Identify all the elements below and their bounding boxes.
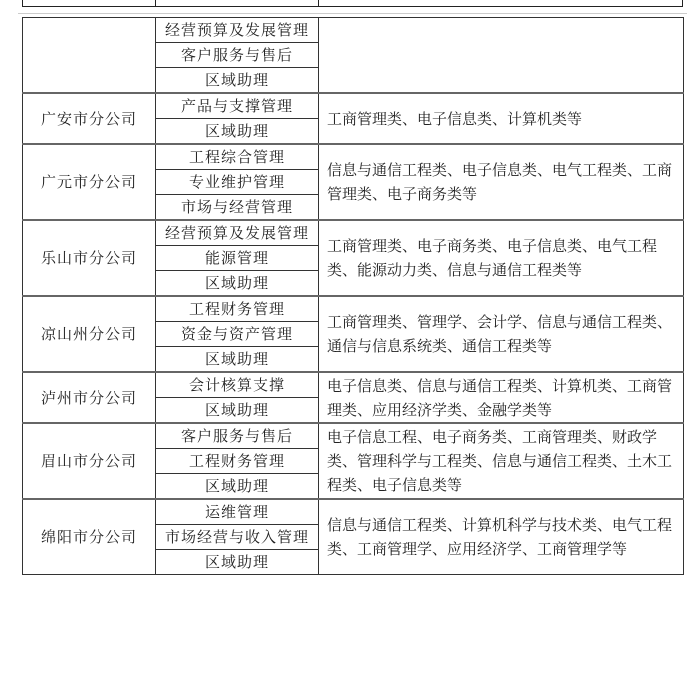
table-row xyxy=(23,372,684,398)
position-cell: 区域助理 xyxy=(156,398,319,424)
position-cell: 市场与经营管理 xyxy=(156,195,319,221)
position-cell: 工程财务管理 xyxy=(156,449,319,474)
position-cell: 工程综合管理 xyxy=(156,144,319,170)
table-row xyxy=(23,220,684,246)
table-row xyxy=(23,499,684,525)
position-cell: 产品与支撑管理 xyxy=(156,93,319,119)
table-row xyxy=(23,144,684,170)
position-cell: 专业维护管理 xyxy=(156,170,319,195)
position-cell: 市场经营与收入管理 xyxy=(156,525,319,550)
previous-table-fragment xyxy=(22,0,683,7)
branch-name-cell: 眉山市分公司 xyxy=(23,423,156,499)
table-row xyxy=(23,296,684,322)
branch-name-cell: 乐山市分公司 xyxy=(23,220,156,296)
position-cell: 工程财务管理 xyxy=(156,296,319,322)
majors-cell: 工商管理类、管理学、会计学、信息与通信工程类、通信与信息系统类、通信工程类等 xyxy=(319,296,684,372)
table-row xyxy=(23,18,684,43)
position-cell: 区域助理 xyxy=(156,271,319,297)
majors-cell: 工商管理类、电子商务类、电子信息类、电气工程类、能源动力类、信息与通信工程类等 xyxy=(319,220,684,296)
branch-name-cell: 凉山州分公司 xyxy=(23,296,156,372)
position-cell: 经营预算及发展管理 xyxy=(156,18,319,43)
position-cell: 区域助理 xyxy=(156,550,319,575)
majors-cell xyxy=(319,18,684,94)
position-cell: 会计核算支撑 xyxy=(156,372,319,398)
table-row xyxy=(23,423,684,449)
position-cell: 资金与资产管理 xyxy=(156,322,319,347)
position-cell: 能源管理 xyxy=(156,246,319,271)
majors-cell: 工商管理类、电子信息类、计算机类等 xyxy=(319,93,684,144)
majors-cell: 电子信息工程、电子商务类、工商管理类、财政学类、管理科学与工程类、信息与通信工程类、土木工程类、电子信息类等 xyxy=(319,423,684,499)
page-break-line xyxy=(18,13,687,14)
position-cell: 区域助理 xyxy=(156,68,319,94)
branch-name-cell xyxy=(23,18,156,94)
majors-cell: 信息与通信工程类、电子信息类、电气工程类、工商管理类、电子商务类等 xyxy=(319,144,684,220)
branch-name-cell: 泸州市分公司 xyxy=(23,372,156,423)
majors-cell: 电子信息类、信息与通信工程类、计算机类、工商管理类、应用经济学类、金融学类等 xyxy=(319,372,684,423)
position-cell: 客户服务与售后 xyxy=(156,43,319,68)
recruitment-table xyxy=(22,17,684,575)
branch-name-cell: 绵阳市分公司 xyxy=(23,499,156,575)
position-cell: 经营预算及发展管理 xyxy=(156,220,319,246)
position-cell: 区域助理 xyxy=(156,474,319,500)
branch-name-cell: 广安市分公司 xyxy=(23,93,156,144)
position-cell: 运维管理 xyxy=(156,499,319,525)
branch-name-cell: 广元市分公司 xyxy=(23,144,156,220)
table-row xyxy=(23,93,684,119)
majors-cell: 信息与通信工程类、计算机科学与技术类、电气工程类、工商管理学、应用经济学、工商管理学等 xyxy=(319,499,684,575)
position-cell: 区域助理 xyxy=(156,119,319,145)
position-cell: 客户服务与售后 xyxy=(156,423,319,449)
position-cell: 区域助理 xyxy=(156,347,319,373)
